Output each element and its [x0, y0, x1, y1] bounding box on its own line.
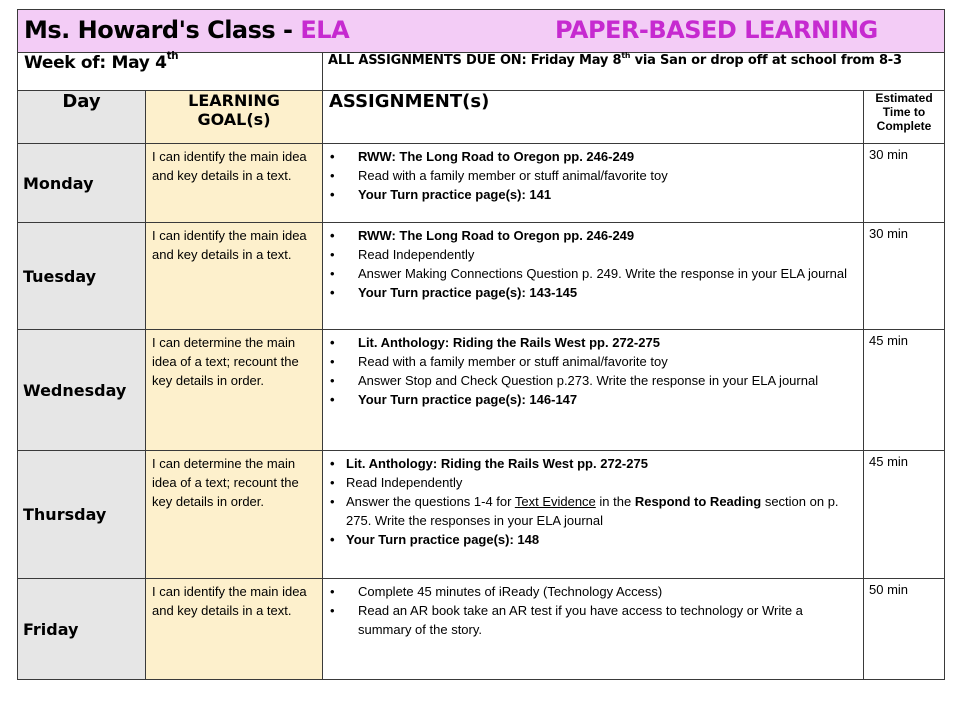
list-item: • Your Turn practice page(s): 148 — [328, 530, 859, 549]
learning-goal-cell: I can identify the main idea and key details in a text. — [146, 223, 323, 330]
time-cell: 45 min — [864, 451, 945, 579]
day-column-header: Day — [18, 91, 146, 144]
day-cell: Tuesday — [18, 223, 146, 330]
subject-label: ELA — [300, 16, 350, 44]
assignment-cell — [323, 330, 864, 451]
list-item: • Lit. Anthology: Riding the Rails West pp. 272-275 — [328, 333, 859, 352]
time-cell: 50 min — [864, 579, 945, 680]
teacher-class: Ms. Howard's Class - — [24, 16, 301, 44]
time-column-header: Estimated Time to Complete — [864, 91, 945, 144]
learning-mode-label: PAPER-BASED LEARNING — [555, 16, 878, 44]
list-item: • Read Independently — [328, 473, 859, 492]
page-title — [24, 16, 349, 44]
list-item: • Answer Stop and Check Question p.273. Write the response in your ELA journal — [328, 371, 859, 390]
day-cell: Monday — [18, 144, 146, 223]
list-item: • Complete 45 minutes of iReady (Technology Access) — [328, 582, 859, 601]
due-date-notice: ALL ASSIGNMENTS DUE ON: Friday May 8th via San or drop off at school from 8-3 — [323, 53, 945, 91]
table-row — [18, 330, 945, 451]
learning-goal-cell: I can identify the main idea and key details in a text. — [146, 579, 323, 680]
assignment-cell — [323, 223, 864, 330]
learning-goal-cell: I can determine the main idea of a text; recount the key details in order. — [146, 451, 323, 579]
time-cell: 30 min — [864, 223, 945, 330]
day-cell: Wednesday — [18, 330, 146, 451]
list-item: • RWW: The Long Road to Oregon pp. 246-249 — [328, 147, 859, 166]
time-cell: 30 min — [864, 144, 945, 223]
assignment-list — [328, 333, 859, 409]
assignment-list — [328, 454, 859, 549]
list-item: • RWW: The Long Road to Oregon pp. 246-249 — [328, 226, 859, 245]
learning-goal-column-header: LEARNING GOAL(s) — [146, 91, 323, 144]
text-evidence-label: Text Evidence — [514, 494, 596, 509]
list-item: • Read Independently — [328, 245, 859, 264]
learning-goal-cell: I can identify the main idea and key details in a text. — [146, 144, 323, 223]
assignment-list — [328, 147, 859, 204]
assignment-list — [328, 226, 859, 302]
assignment-cell — [323, 579, 864, 680]
assignment-list — [328, 582, 859, 639]
title-cell — [18, 10, 945, 53]
day-cell: Friday — [18, 579, 146, 680]
day-cell: Thursday — [18, 451, 146, 579]
assignment-column-header: ASSIGNMENT(s) — [323, 91, 864, 144]
list-item: • Your Turn practice page(s): 146-147 — [328, 390, 859, 409]
list-item: • Answer Making Connections Question p. 249. Write the response in your ELA journal — [328, 264, 859, 283]
week-row — [18, 53, 945, 91]
assignment-cell — [323, 144, 864, 223]
list-item: • Your Turn practice page(s): 143-145 — [328, 283, 859, 302]
list-item: • Answer the questions 1-4 for Text Evidence in the Respond to Reading section on p. 275. Write the responses in your ELA journal — [328, 492, 859, 530]
table-row — [18, 451, 945, 579]
week-of: Week of: May 4th — [18, 53, 323, 91]
list-item: • Read with a family member or stuff animal/favorite toy — [328, 352, 859, 371]
column-header-row — [18, 91, 945, 144]
list-item: • Read with a family member or stuff animal/favorite toy — [328, 166, 859, 185]
learning-goal-cell: I can determine the main idea of a text; recount the key details in order. — [146, 330, 323, 451]
lesson-plan-table — [17, 9, 945, 680]
time-cell: 45 min — [864, 330, 945, 451]
table-row — [18, 579, 945, 680]
respond-to-reading-label: Respond to Reading — [634, 494, 762, 509]
assignment-cell — [323, 451, 864, 579]
list-item: • Read an AR book take an AR test if you have access to technology or Write a summary of the story. — [328, 601, 859, 639]
table-row — [18, 144, 945, 223]
list-item: • Your Turn practice page(s): 141 — [328, 185, 859, 204]
list-item: • Lit. Anthology: Riding the Rails West pp. 272-275 — [328, 454, 859, 473]
title-row — [18, 10, 945, 53]
table-row — [18, 223, 945, 330]
